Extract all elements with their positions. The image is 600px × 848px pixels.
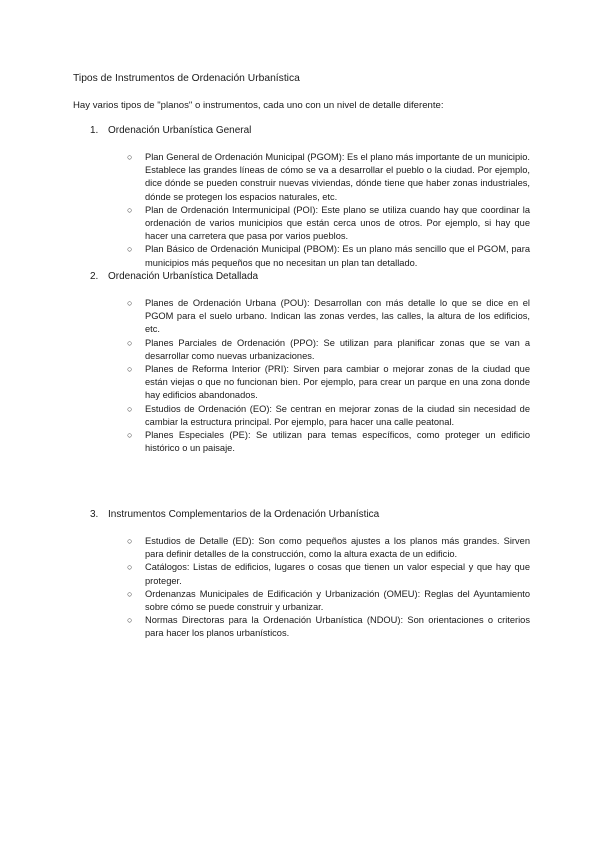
section-heading [90,270,530,283]
hollow-bullet-icon: ○ [127,562,133,573]
section-detailed [90,270,530,455]
hollow-bullet-icon: ○ [127,204,133,215]
intro-paragraph: Hay varios tipos de "planos" o instrumentos, cada uno con un nivel de detalle diferente: [73,100,444,111]
list-item-text: Plan Básico de Ordenación Municipal (PBOM): Es un plano más sencillo que el PGOM, para municipios más pequeños que no necesitan un plan tan detallado. [145,244,530,268]
list-item-text: Catálogos: Listas de edificios, lugares o cosas que tienen un valor especial y que hay que proteger. [145,562,530,586]
section-heading [90,508,530,521]
list-item [90,204,530,244]
list-item-text: Plan de Ordenación Intermunicipal (POI): Este plano se utiliza cuando hay que coordinar la ordenación de varios municipios que están cerca unos de otros. Por ejemplo, si hay que hacer una carretera que pasa por varios pueblos. [145,204,530,242]
list-item-text: Planes Parciales de Ordenación (PPO): Se utilizan para planificar zonas que se van a desarrollar como nuevas urbanizaciones. [145,337,530,361]
bullet-list [90,297,530,455]
hollow-bullet-icon: ○ [127,244,133,255]
section-general [90,124,530,270]
list-item [90,363,530,403]
section-number: 2. [90,271,99,282]
list-item-text: Planes Especiales (PE): Se utilizan para temas específicos, como proteger un edificio histórico o un paisaje. [145,430,530,454]
list-item-text: Planes de Reforma Interior (PRI): Sirven para cambiar o mejorar zonas de la ciudad que están viejas o que no funcionan bien. Por ejemplo, para crear un parque en una zona donde hay edificios abandonados. [145,364,530,401]
list-item [90,614,530,640]
list-item-text: Plan General de Ordenación Municipal (PGOM): Es el plano más importante de un municipio. Establece las grandes líneas de cómo se va a desarrollar el pueblo o la ciudad. Por ejemplo, dice dónde se pueden construir nuevas viviendas, dónde tiene que haber zonas industriales, dónde se protegen los espacios naturales, etc. [145,152,530,202]
section-complementary [90,508,530,641]
section-title: Instrumentos Complementarios de la Ordenación Urbanística [108,509,380,520]
hollow-bullet-icon: ○ [127,298,133,308]
hollow-bullet-icon: ○ [127,588,133,599]
list-item-text: Ordenanzas Municipales de Edificación y Urbanización (OMEU): Reglas del Ayuntamiento sobre cómo se puede construir y urbanizar. [145,588,530,613]
bullet-list [90,535,530,641]
hollow-bullet-icon: ○ [127,364,133,375]
hollow-bullet-icon: ○ [127,536,133,546]
section-number: 1. [90,125,99,136]
list-item [90,243,530,269]
hollow-bullet-icon: ○ [127,615,133,626]
list-item [90,561,530,587]
list-item-text: Planes de Ordenación Urbana (POU): Desarrollan con más detalle lo que se dice en el PGOM para el suelo urbano. Indican las zonas verdes, las calles, la altura de los edificios, etc. [145,298,530,335]
list-item [90,337,530,363]
list-item [90,588,530,614]
list-item [90,297,530,337]
document-title: Tipos de Instrumentos de Ordenación Urbanística [73,73,300,84]
section-number: 3. [90,509,99,520]
list-item [90,429,530,455]
list-item [90,535,530,561]
list-item [90,151,530,204]
section-title: Ordenación Urbanística General [108,125,252,136]
hollow-bullet-icon: ○ [127,430,133,441]
hollow-bullet-icon: ○ [127,403,133,414]
list-item-text: Estudios de Detalle (ED): Son como pequeños ajustes a los planos más grandes. Sirven para definir detalles de la construcción, como la altura exacta de un edificio. [145,536,530,560]
list-item-text: Normas Directoras para la Ordenación Urbanística (NDOU): Son orientaciones o criterios para hacer los planos urbanísticos. [145,615,530,639]
hollow-bullet-icon: ○ [127,337,133,348]
section-title: Ordenación Urbanística Detallada [108,271,259,282]
list-item-text: Estudios de Ordenación (EO): Se centran en mejorar zonas de la ciudad sin necesidad de cambiar la estructura principal. Por ejemplo, para hacer una calle peatonal. [145,403,530,427]
list-item [90,403,530,429]
bullet-list [90,151,530,270]
hollow-bullet-icon: ○ [127,152,133,162]
section-heading [90,124,530,137]
